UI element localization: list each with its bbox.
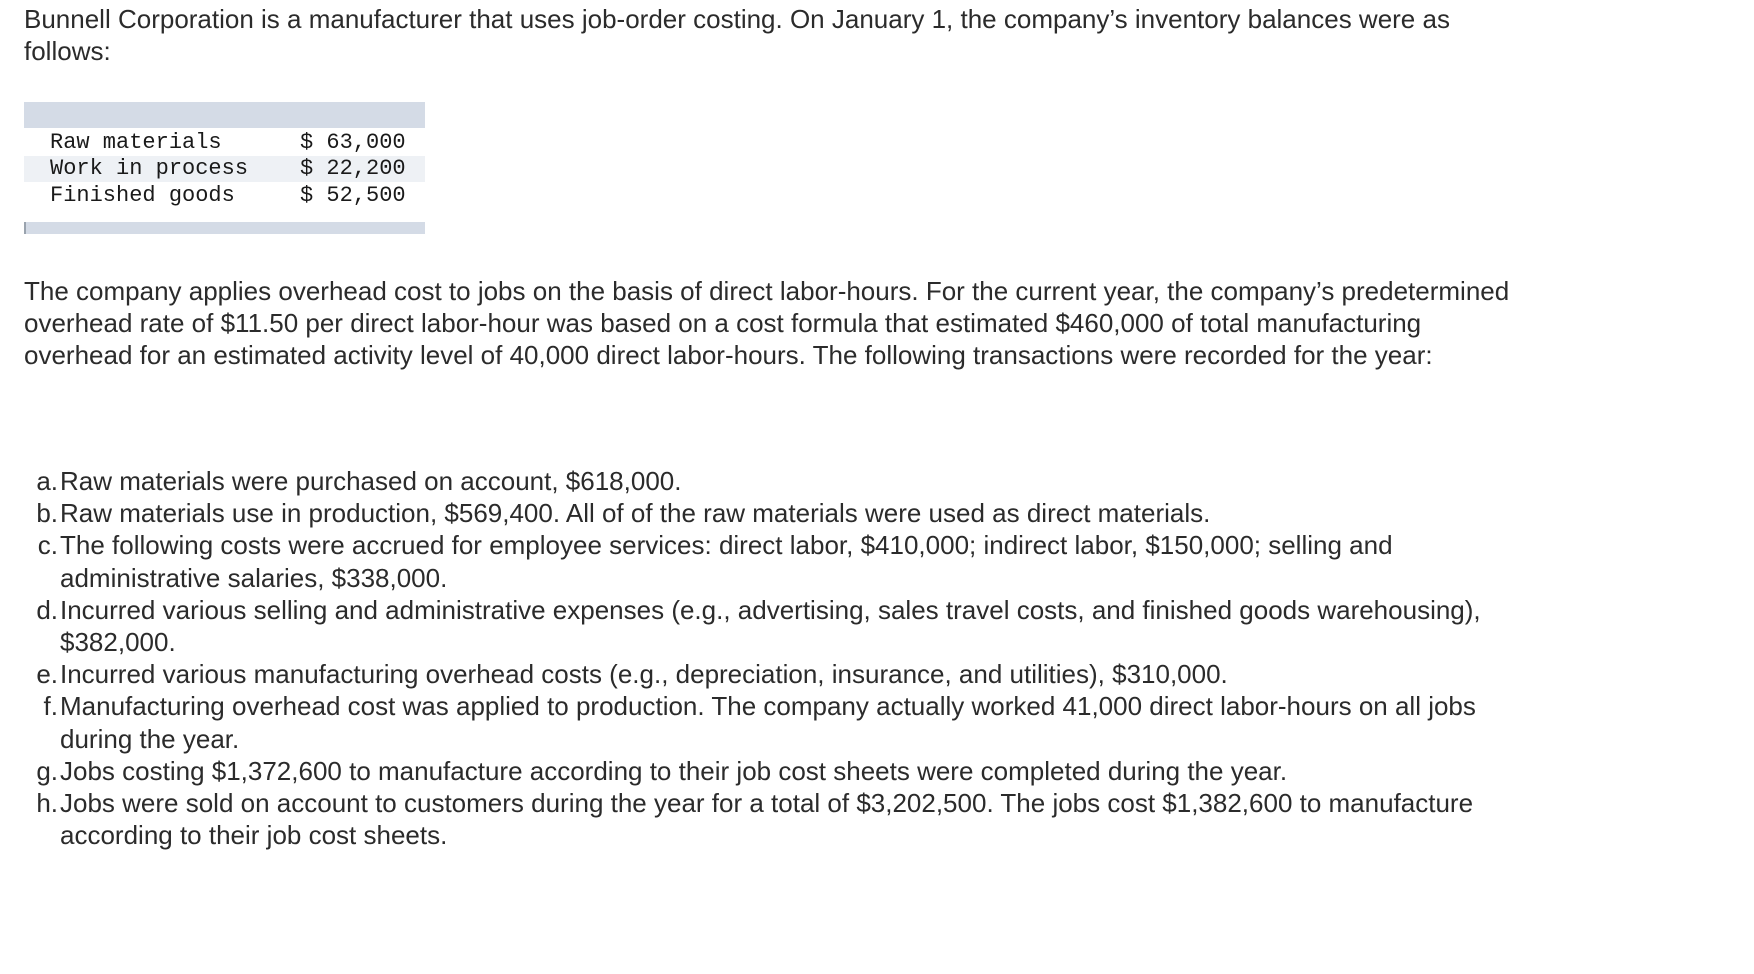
transactions-list: [30, 465, 1530, 851]
transaction-text: Incurred various manufacturing overhead costs (e.g., depreciation, insurance, and utilities), $310,000.: [60, 659, 1228, 690]
transaction-letter: d.: [36, 594, 58, 625]
transaction-item-f: [30, 690, 1530, 754]
transaction-text: Incurred various selling and administrative expenses (e.g., advertising, sales travel costs, and finished goods warehousing), $382,000.: [60, 594, 1481, 658]
inventory-amount: $ 22,200: [300, 156, 406, 181]
inventory-row-raw-materials: [24, 130, 425, 156]
transaction-item-c: [30, 529, 1530, 593]
transaction-text: Manufacturing overhead cost was applied to production. The company actually worked 41,000 direct labor-hours on all jobs during the year.: [60, 691, 1476, 754]
transaction-text: The following costs were accrued for employee services: direct labor, $410,000; indirect labor, $150,000; selling and administrative salaries, $338,000.: [60, 530, 1393, 593]
inventory-amount: $ 63,000: [300, 130, 406, 155]
transaction-letter: g.: [36, 755, 58, 786]
transaction-text: Raw materials were purchased on account, $618,000.: [60, 466, 682, 496]
inventory-row-work-in-process: [24, 156, 425, 182]
transaction-letter: f.: [43, 691, 58, 722]
overhead-paragraph: The company applies overhead cost to jobs on the basis of direct labor-hours. For the current year, the company’s predetermined overhead rate of $11.50 per direct labor-hour was based on a cost formula that estimated $460,000 of total manufacturing overhead for an estimated activity level of 40,000 direct labor-hours. The following transactions were recorded for the year:: [24, 276, 1510, 370]
transaction-letter: e.: [36, 659, 58, 690]
transaction-item-h: [30, 787, 1530, 851]
table-header-bar: [24, 102, 425, 128]
inventory-row-finished-goods: [24, 183, 425, 209]
transaction-item-a: [30, 465, 1530, 497]
inventory-balances-table: [24, 102, 425, 234]
transaction-text: Jobs were sold on account to customers during the year for a total of $3,202,500. The jobs cost $1,382,600 to manufacture according to their job cost sheets.: [60, 788, 1474, 851]
transaction-letter: h.: [36, 788, 58, 819]
intro-paragraph: Bunnell Corporation is a manufacturer that uses job-order costing. On January 1, the company’s inventory balances were as follows:: [24, 4, 1450, 66]
transaction-item-e: [30, 658, 1530, 690]
transaction-item-b: [30, 497, 1530, 529]
table-footer-bar: [24, 222, 425, 234]
transaction-item-d: [30, 594, 1530, 658]
transaction-text: Raw materials use in production, $569,400. All of of the raw materials were used as direct materials.: [60, 498, 1211, 529]
transaction-item-g: [30, 755, 1530, 787]
inventory-label: Work in process: [50, 156, 249, 181]
inventory-label: Finished goods: [50, 183, 235, 208]
transaction-text: Jobs costing $1,372,600 to manufacture according to their job cost sheets were completed during the year.: [60, 755, 1288, 786]
inventory-amount: $ 52,500: [300, 183, 406, 208]
transaction-letter: b.: [36, 498, 58, 529]
inventory-label: Raw materials: [50, 130, 222, 155]
transaction-letter: a.: [36, 466, 58, 496]
transaction-letter: c.: [37, 530, 58, 561]
